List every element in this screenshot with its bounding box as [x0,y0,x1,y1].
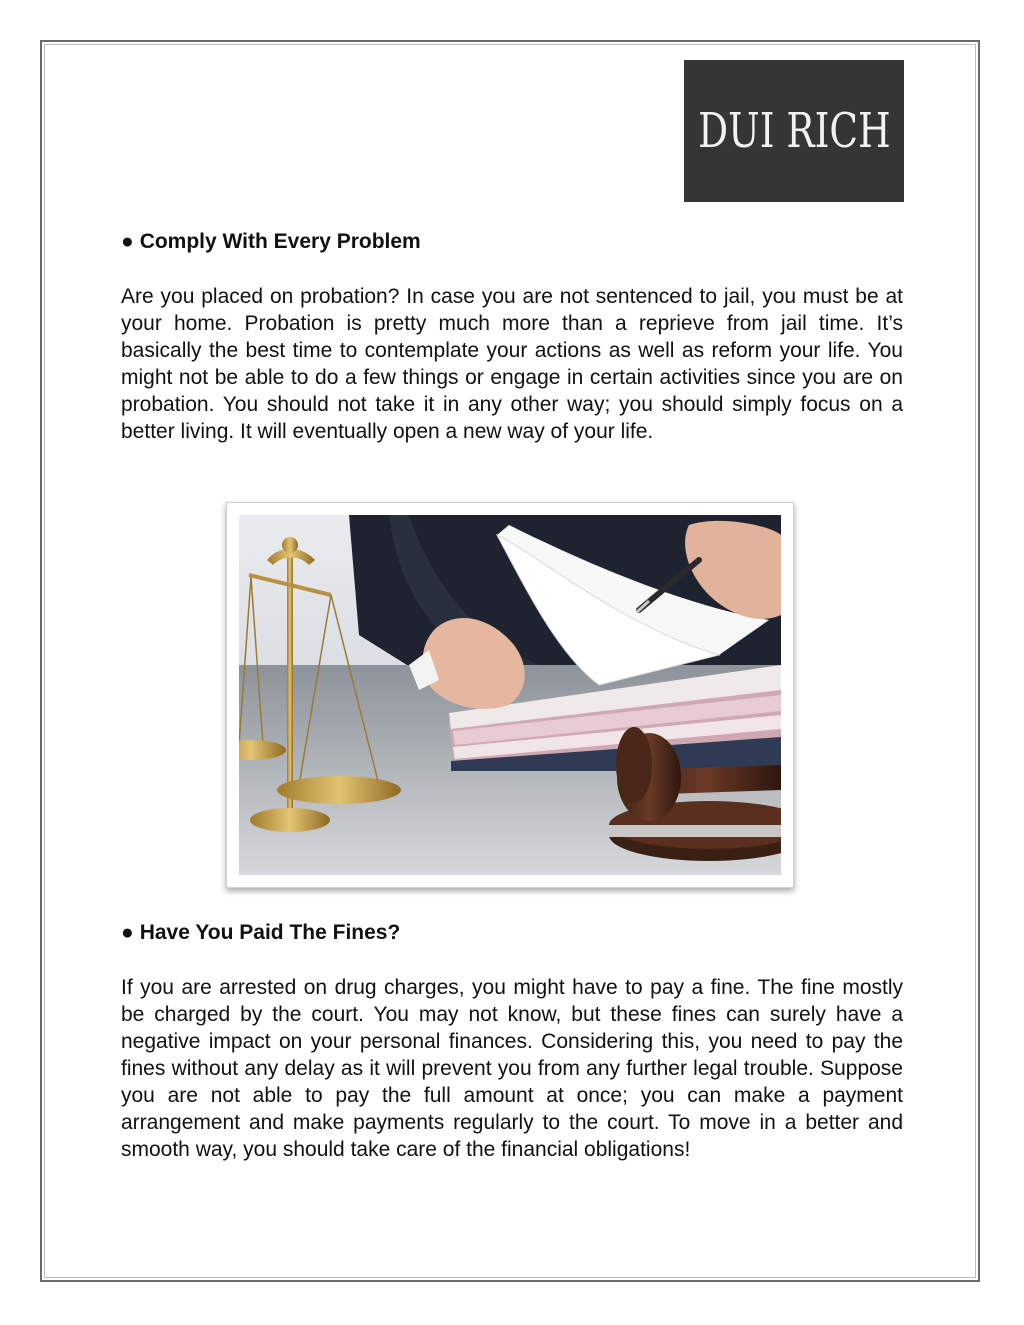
bullet-icon: ● [121,230,134,253]
section-heading-comply [121,229,421,255]
heading-text: Have You Paid The Fines? [139,921,401,944]
section-heading-fines [121,920,400,946]
courtroom-photo [226,502,794,888]
section-paragraph-comply: Are you placed on probation? In case you are not sentenced to jail, you must be at your home. Probation is pretty much more than a reprieve from jail time. It’s basically the best time to contemplate your actions as well as reform your life. You might not be able to do a few things or engage in certain activities since you are on probation. You should not take it in any other way; you should simply focus on a better living. It will eventually open a new way of your life. [121,285,903,443]
gavel-scales-documents-illustration [239,515,781,875]
section-paragraph-fines: If you are arrested on drug charges, you might have to pay a fine. The fine mostly be charged by the court. You may not know, but these fines can surely have a negative impact on your personal finances. Considering this, you need to pay the fines without any delay as it will prevent you from any further legal trouble. Suppose you are not able to pay the full amount at once; you can make a payment arrangement and make payments regularly to the court. To move in a better and smooth way, you should take care of the financial obligations! [121,976,903,1161]
heading-text: Comply With Every Problem [139,230,421,253]
bullet-icon: ● [121,921,134,944]
logo-text: DUI RICH [697,103,891,159]
brand-logo [684,60,904,202]
